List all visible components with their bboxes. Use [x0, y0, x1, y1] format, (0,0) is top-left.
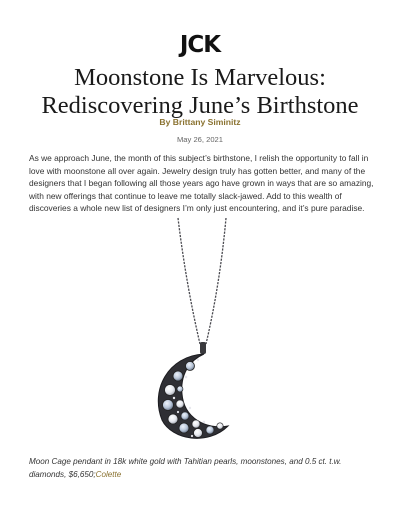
pendant-image: [128, 214, 276, 442]
jck-logo[interactable]: JCK: [179, 32, 221, 58]
caption-credit-link[interactable]: Colette: [95, 469, 122, 479]
author-link[interactable]: By Brittany Siminitz: [159, 117, 241, 127]
image-caption: [29, 456, 374, 481]
article-title: Moonstone Is Marvelous: Rediscovering June’s Birthstone: [41, 64, 359, 119]
moon-cage-pendant-illustration: [128, 214, 276, 442]
article-paragraph: As we approach June, the month of this subject’s birthstone, I relish the opportunity to fall in love with moonstone all over again. Jewelry design truly has gotten better, and many of the designers that I began following all those years ago have grown in ways that are so amazing, with new offerings that continue to leave me totally slack-jawed. Add to this wealth of discoveries a whole new list of designers I’m only just encountering, and it’s pure paradise.: [29, 153, 374, 214]
article-byline: [0, 117, 400, 127]
publish-date: May 26, 2021: [176, 135, 223, 144]
caption-text: Moon Cage pendant in 18k white gold with Tahitian pearls, moonstones, and 0.5 ct. t.w. diamonds, $6,650;: [29, 457, 342, 479]
